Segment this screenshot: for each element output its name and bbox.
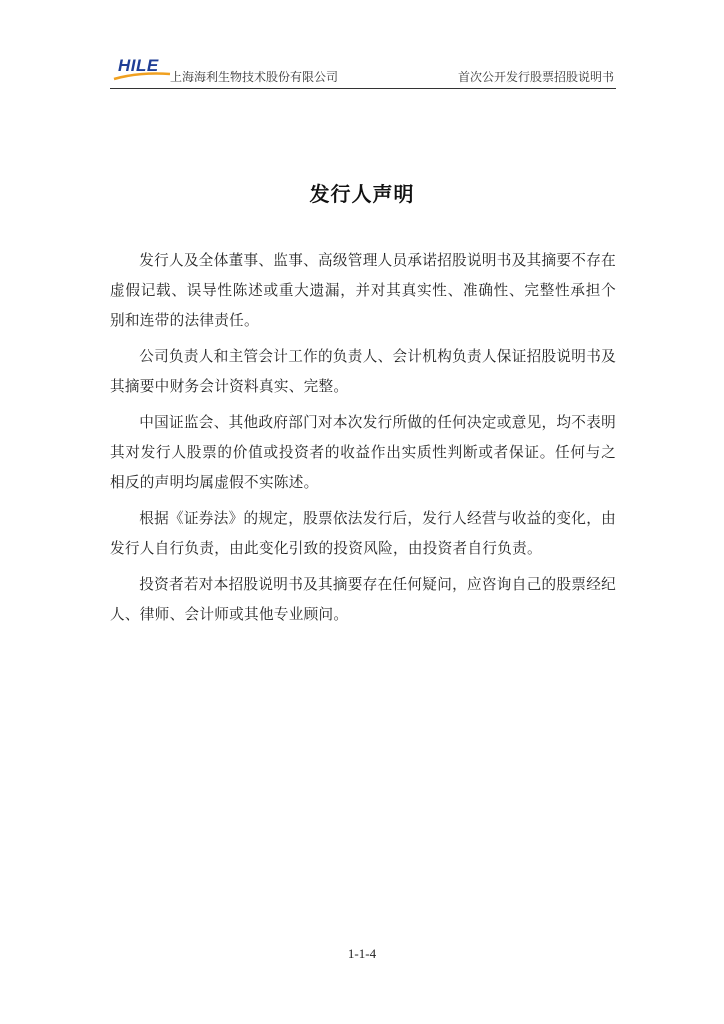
logo-text: HILE	[118, 56, 159, 75]
page-header	[110, 52, 616, 89]
paragraph: 公司负责人和主管会计工作的负责人、会计机构负责人保证招股说明书及其摘要中财务会计资料真实、完整。	[110, 348, 616, 395]
company-name: 上海海利生物技术股份有限公司	[170, 70, 339, 84]
company-logo	[118, 56, 170, 80]
page-title: 发行人声明	[309, 182, 415, 206]
paragraph: 发行人及全体董事、监事、高级管理人员承诺招股说明书及其摘要不存在虚假记载、误导性陈述或重大遗漏，并对其真实性、准确性、完整性承担个别和连带的法律责任。	[110, 252, 616, 329]
document-title: 首次公开发行股票招股说明书	[457, 70, 614, 84]
page-number: 1-1-4	[347, 946, 377, 961]
paragraph: 中国证监会、其他政府部门对本次发行所做的任何决定或意见，均不表明其对发行人股票的价值或投资者的收益作出实质性判断或者保证。任何与之相反的声明均属虚假不实陈述。	[110, 414, 616, 491]
paragraph: 根据《证券法》的规定，股票依法发行后，发行人经营与收益的变化，由发行人自行负责，由此变化引致的投资风险，由投资者自行负责。	[110, 510, 616, 557]
declaration-body	[110, 246, 616, 636]
paragraph: 投资者若对本招股说明书及其摘要存在任何疑问，应咨询自己的股票经纪人、律师、会计师或其他专业顾问。	[110, 576, 616, 623]
